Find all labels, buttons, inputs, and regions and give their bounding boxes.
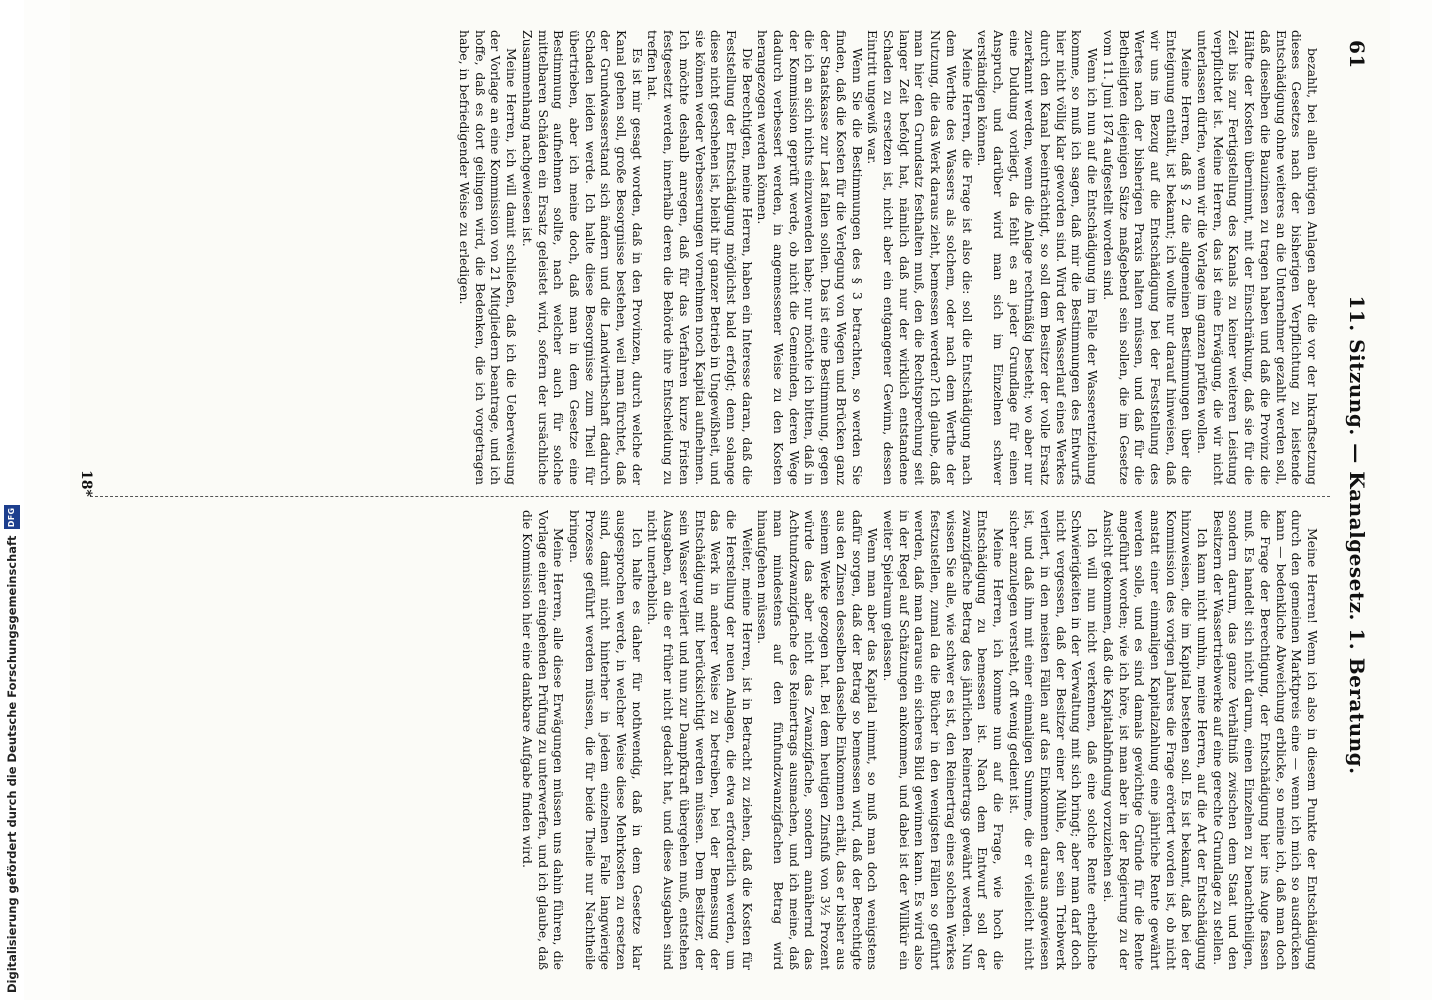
dfg-logo-icon: DFG [4,505,20,529]
paragraph: bezahlt, bei allen übrigen Anlagen aber die vor der Inkraftsetzung dieses Gesetzes nach der bisherigen Verpflichtung zu leistende Entschädigung ohne weiteres an die Unternehmer gezahlt werden soll, daß dieselben die Bauzinsen zu tragen haben und daß die Provinz die Hälfte der Kosten übernimmt, mit der Einschränkung, daß sie für die Zeit bis zur Fertigstellung des Kanals zu keiner weiteren Leistung verpflichtet ist. Meine Herren, das ist eine Erwägung, die wir nicht unterlassen dürfen, wenn wir die Vorlage im ganzen prüfen wollen. [1195,30,1320,485]
paragraph: Meine Herren, ich komme nun auf die Frage, wie hoch die Entschädigung zu bemessen ist. Nach dem Entwurf soll der zwanzigfache Betrag des jährlichen Reinertrags gewährt werden. Nun wissen Sie alle, wie schwer es ist, den Reinertrag eines solchen Werkes festzustellen, zumal da die Bücher in den wenigsten Fällen so geführt werden, daß man daraus ein sicheres Bild gewinnen kann. Es wird also in der Regel auf Schätzungen ankommen, und dabei ist der Willkür ein weiter Spielraum gelassen. [881,510,1006,970]
page-number: 61 [1345,40,1369,69]
paragraph: Ich will nun nicht verkennen, daß eine solche Rente erhebliche Schwierigkeiten in der Verwaltung mit sich bringt; aber man darf doch nicht vergessen, daß der Besitzer einer Mühle, der sein Triebwerk verliert, in den meisten Fällen auf das Einkommen daraus angewiesen ist, und daß ihm mit einer einmaligen Summe, die er vielleicht nicht sicher anzulegen versteht, oft wenig gedient ist. [1006,510,1101,970]
paragraph: Meine Herren, ich will damit schließen, daß ich die Ueberweisung der Vorlage an eine Kommission von 21 Mitgliedern beantrage, und ich hoffe, daß es dort gelingen wird, die Bedenken, die ich vorgetragen habe, in befriedigender Weise zu erledigen. [457,30,520,485]
paragraph: Die Berechtigten, meine Herren, haben ein Interesse daran, daß die Feststellung der Entschädigung möglichst bald erfolgt; denn solange diese nicht geschehen ist, bleibt ihr ganzer Betrieb in Ungewißheit, und sie können weder Verbesserungen vornehmen noch Kapital aufnehmen. Ich möchte deshalb anregen, daß für das Verfahren kurze Fristen festgesetzt werden, innerhalb deren die Behörde ihre Entscheidung zu treffen hat. [645,30,755,485]
paragraph: Es ist mir gesagt worden, daß in den Provinzen, durch welche der Kanal gehen soll, große Besorgnisse bestehen, weil man fürchtet, daß der Grundwasserstand sich ändern und die Landwirthschaft dadurch Schaden leiden werde. Ich halte diese Besorgnisse zum Theil für übertrieben, aber ich meine doch, daß man in dem Gesetze eine Bestimmung aufnehmen sollte, nach welcher auch für solche mittelbaren Schäden ein Ersatz geleistet wird, sofern der ursächliche Zusammenhang nachgewiesen ist. [519,30,645,485]
credit-text: Digitalisierung gefördert durch die Deutsche Forschungsgemeinschaft [5,535,19,993]
paragraph: Wenn ich nun auf die Entschädigung im Falle der Wasserentziehung komme, so muß ich sagen, daß mir die Bestimmungen des Entwurfs hier nicht völlig klar geworden sind. Wird der Wasserlauf eines Werkes durch den Kanal beeinträchtigt, so soll dem Besitzer der volle Ersatz zuerkannt werden, wenn die Anlage rechtmäßig besteht; wo aber nur eine Duldung vorliegt, da fehlt es an jeder Grundlage für einen Anspruch, und darüber wird man sich im Einzelnen schwer verständigen können. [975,30,1101,485]
paragraph: Ich kann nicht umhin, meine Herren, auf die Art der Entschädigung hinzuweisen, die im Kapital bestehen soll. Es ist bekannt, daß bei der Kommission des vorigen Jahres die Frage erörtert worden ist, ob nicht anstatt einer einmaligen Kapitalzahlung eine jährliche Rente gewährt werden solle, und es sind damals gewichtige Gründe für die Rente angeführt worden; wie ich höre, ist man aber in der Regierung zu der Ansicht gekommen, daß die Kapitalabfindung vorzuziehen sei. [1100,510,1211,970]
text-column-left [100,30,1320,485]
paragraph: Meine Herren, alle diese Erwägungen müssen uns dahin führen, die Vorlage einer eingehenden Prüfung zu unterwerfen, und ich glaube, daß die Kommission hier eine dankbare Aufgabe finden wird. [519,510,567,970]
column-divider [90,496,1330,497]
paragraph: Wenn man aber das Kapital nimmt, so muß man doch wenigstens dafür sorgen, daß der Betrag so bemessen wird, daß der Berechtigte aus den Zinsen desselben dasselbe Einkommen erhält, das er bisher aus seinem Werke gezogen hat. Bei dem heutigen Zinsfuß von 3½ Prozent würde das aber nicht das Zwanzigfache, sondern annähernd das Achtundzwanzigfache des Reinertrags ausmachen, und ich meine, daß man mindestens auf den fünfundzwanzigfachen Betrag wird hinaufgehen müssen. [755,510,881,970]
paragraph: Weiter, meine Herren, ist in Betracht zu ziehen, daß die Kosten für die Herstellung der neuen Anlagen, die etwa erforderlich werden, um das Werk in anderer Weise zu betreiben, bei der Bemessung der Entschädigung mit berücksichtigt werden müssen. Dem Besitzer, der sein Wasser verliert und nun zur Dampfkraft übergehen muß, entstehen Ausgaben, an die er früher nicht gedacht hat, und diese Ausgaben sind nicht unerheblich. [645,510,755,970]
paragraph: Meine Herren, die Frage ist also die: soll die Entschädigung nach dem Werthe des Wassers als solchem, oder nach dem Werthe der Nutzung, die das Werk daraus zieht, bemessen werden? Ich glaube, daß man hier den Grundsatz festhalten muß, den die Rechtsprechung seit langer Zeit befolgt hat, nämlich daß nur der wirklich entstandene Schaden zu ersetzen ist, nicht aber ein entgangener Gewinn, dessen Eintritt ungewiß war. [865,30,975,485]
running-head [1342,40,1372,970]
signature-mark: 18* [78,470,94,497]
digitization-credit [2,3,22,993]
paragraph: Ich halte es daher für nothwendig, daß in dem Gesetze klar ausgesprochen werde, in welcher Weise diese Mehrkosten zu ersetzen sind, damit nicht hinterher in jedem einzelnen Falle langwierige Prozesse geführt werden müssen, die für beide Theile nur Nachtheile bringen. [566,510,645,970]
paragraph: Wenn Sie die Bestimmungen des § 3 betrachten, so werden Sie finden, daß die Kosten für die Verlegung von Wegen und Brücken ganz der Staatskasse zur Last fallen sollen. Das ist eine Bestimmung, gegen die ich an sich nichts einzuwenden habe; nur möchte ich bitten, daß in der Kommission geprüft werde, ob nicht die Gemeinden, deren Wege dadurch verbessert werden, in angemessener Weise zu den Kosten herangezogen werden können. [755,30,865,485]
text-column-right [100,510,1320,970]
running-title: 11. Sitzung. — Kanalgesetz. 1. Beratung. [1345,295,1369,775]
rotated-scan-page [70,0,1390,1000]
paragraph: Meine Herren! Wenn ich also in diesem Punkte der Entschädigung durch den gemeinen Marktpreis eine — wenn ich mich so ausdrücken kann — bedenkliche Abweichung erblicke, so meine ich, daß man doch die Frage der Berechtigung, der Entschädigung hier ins Auge fassen muß. Es handelt sich nicht darum, einen Einzelnen zu benachtheiligen, sondern darum, das ganze Verhältniß zwischen dem Staat und den Besitzern der Wassertriebwerke auf eine gerechte Grundlage zu stellen. [1210,510,1320,970]
paragraph: Meine Herren, daß § 2 die allgemeinen Bestimmungen über die Enteignung enthält, ist bekannt; ich wollte nur darauf hinweisen, daß wir uns im Bezug auf die Entschädigung bei der Feststellung des Wertes nach der bisherigen Praxis halten müssen, und daß für die Betheiligten diejenigen Sätze maßgebend sein sollen, die im Gesetze vom 11. Juni 1874 aufgestellt worden sind. [1100,30,1195,485]
